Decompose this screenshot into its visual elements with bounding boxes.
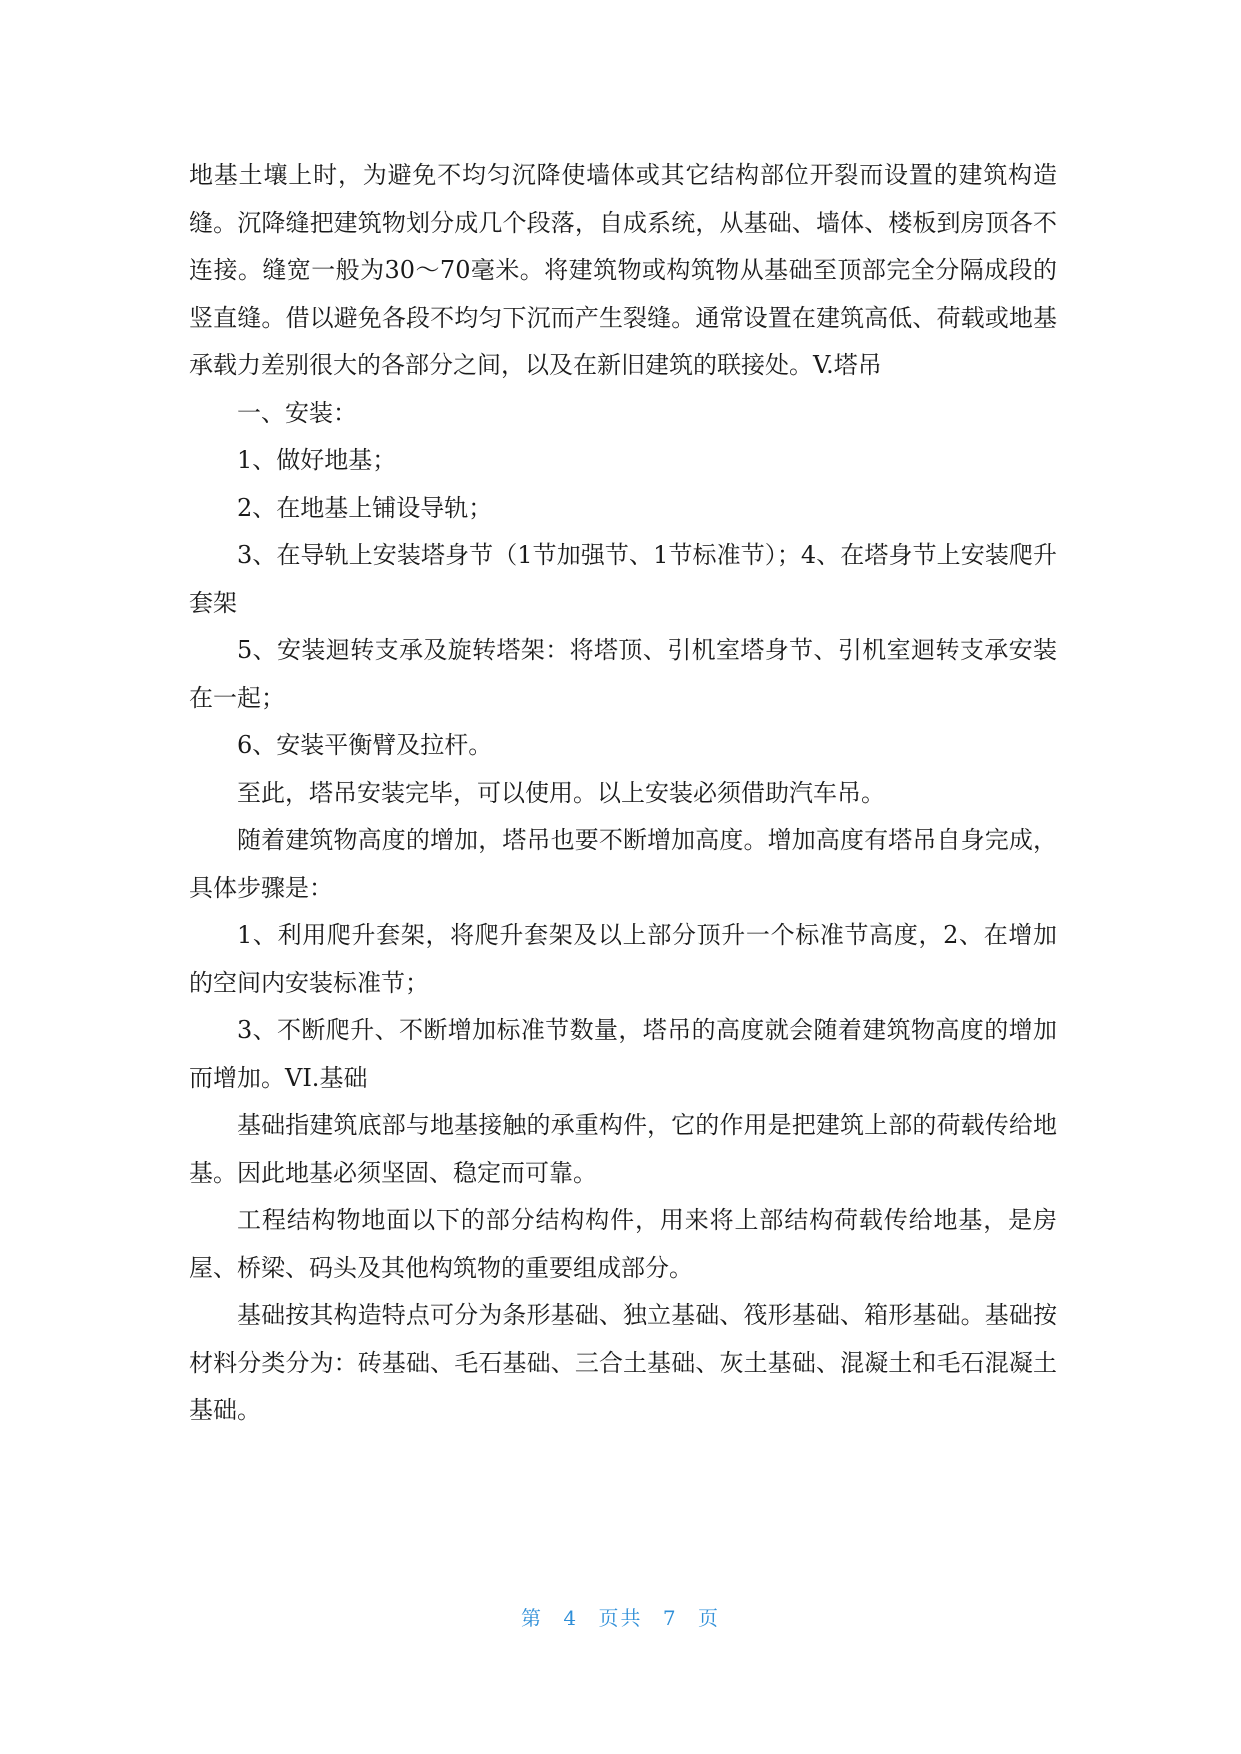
paragraph: 地基土壤上时，为避免不均匀沉降使墙体或其它结构部位开裂而设置的建筑构造缝。沉降缝把建筑物划分成几个段落，自成系统，从基础、墙体、楼板到房顶各不连接。缝宽一般为30～70毫米。将建筑物或构筑物从基础至顶部完全分隔成段的竖直缝。借以避免各段不均匀下沉而产生裂缝。通常设置在建筑高低、荷载或地基承载力差别很大的各部分之间，以及在新旧建筑的联接处。V.塔吊 (189, 161, 1057, 379)
current-page-number: 4 (563, 1606, 579, 1630)
paragraph: 3、不断爬升、不断增加标准节数量，塔吊的高度就会随着建筑物高度的增加而增加。VI.基础 (189, 1016, 1057, 1092)
paragraph: 一、安装： (237, 398, 357, 427)
paragraph: 基础按其构造特点可分为条形基础、独立基础、筏形基础、箱形基础。基础按材料分类分为：砖基础、毛石基础、三合土基础、灰土基础、混凝土和毛石混凝土基础。 (189, 1301, 1057, 1424)
paragraph: 随着建筑物高度的增加，塔吊也要不断增加高度。增加高度有塔吊自身完成，具体步骤是： (189, 826, 1057, 902)
paragraph: 工程结构物地面以下的部分结构构件，用来将上部结构荷载传给地基，是房屋、桥梁、码头及其他构筑物的重要组成部分。 (189, 1206, 1057, 1282)
paragraph: 5、安装迴转支承及旋转塔架：将塔顶、引机室塔身节、引机室迴转支承安装在一起； (189, 636, 1057, 712)
footer-prefix: 第 (521, 1606, 544, 1630)
page-footer (0, 1602, 1241, 1631)
total-pages-number: 7 (662, 1606, 678, 1630)
document-body (189, 152, 1057, 1435)
paragraph: 至此，塔吊安装完毕，可以使用。以上安装必须借助汽车吊。 (237, 778, 885, 807)
footer-middle: 页共 (598, 1606, 643, 1630)
paragraph: 3、在导轨上安装塔身节（1节加强节、1节标准节）；4、在塔身节上安装爬升套架 (189, 541, 1057, 617)
paragraph: 6、安装平衡臂及拉杆。 (237, 731, 493, 759)
paragraph: 1、做好地基； (237, 446, 397, 474)
paragraph: 1、利用爬升套架，将爬升套架及以上部分顶升一个标准节高度，2、在增加的空间内安装标准节； (189, 921, 1057, 997)
footer-suffix: 页 (697, 1606, 720, 1630)
paragraph: 2、在地基上铺设导轨； (237, 493, 493, 522)
paragraph: 基础指建筑底部与地基接触的承重构件，它的作用是把建筑上部的荷载传给地基。因此地基必须坚固、稳定而可靠。 (189, 1111, 1057, 1187)
